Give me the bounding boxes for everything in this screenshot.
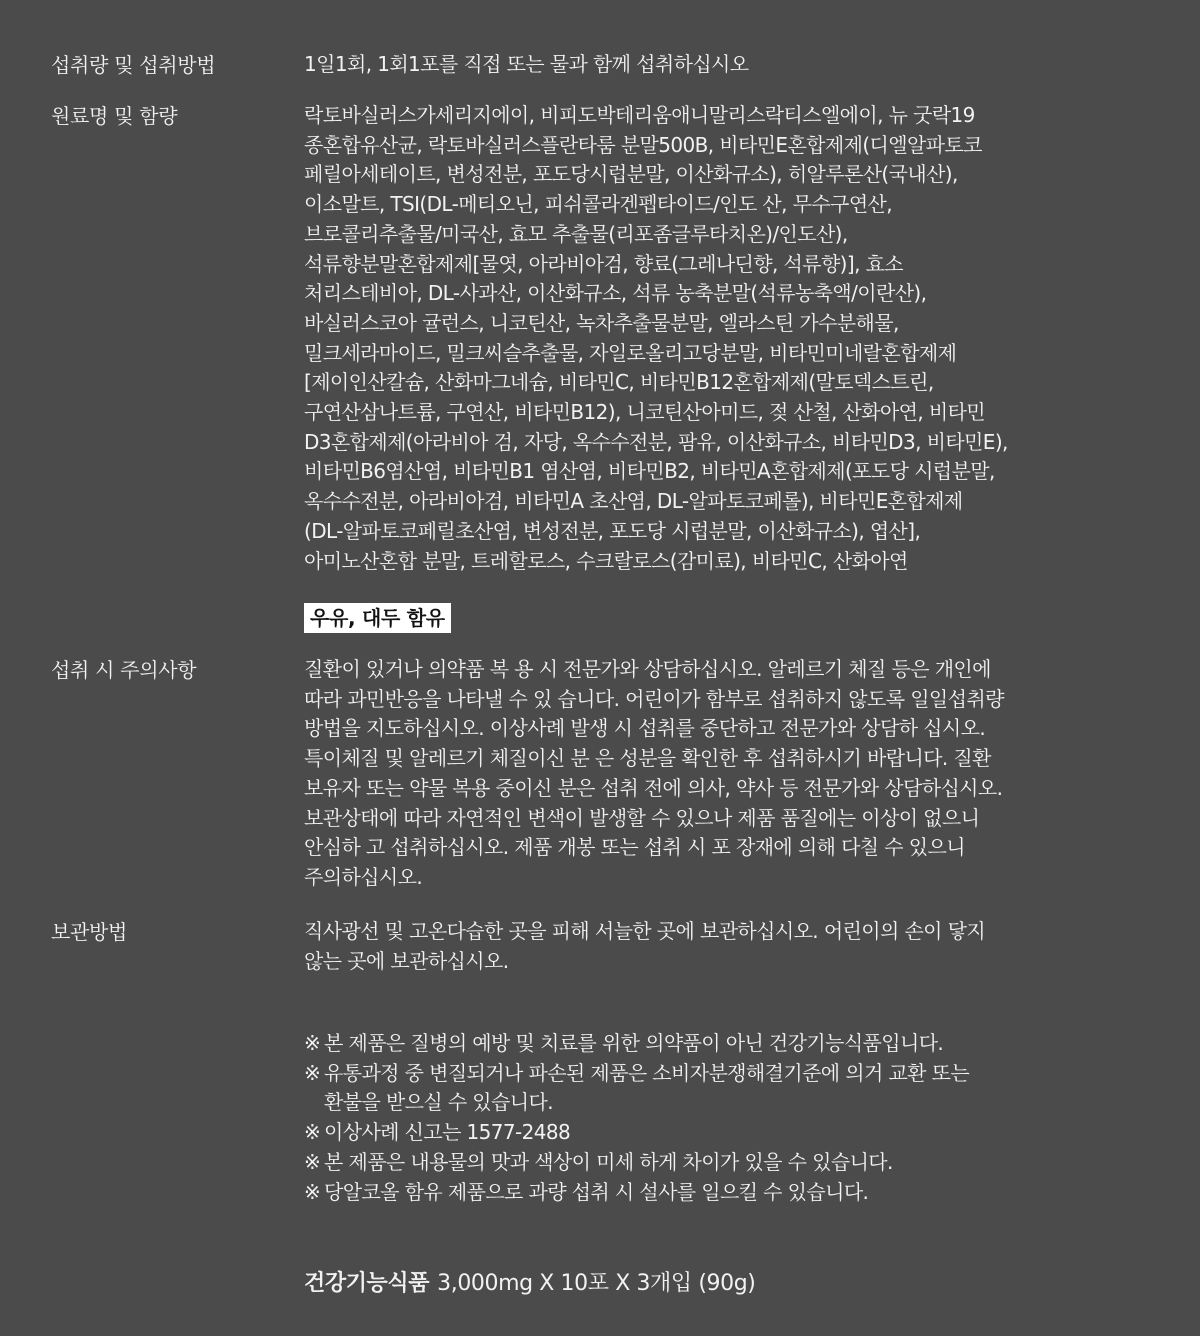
notice-item [304,1118,1164,1148]
notice-item [304,1148,1164,1178]
reference-mark-icon: ※ [304,1060,321,1085]
ingredients-label: 원료명 및 함량 [51,104,178,128]
reference-mark-icon: ※ [304,1031,321,1055]
notice-item [304,1059,1164,1118]
intake-method-label: 섭취량 및 섭취방법 [51,53,216,77]
intake-method-value: 1일1회, 1회1포를 직접 또는 물과 함께 섭취하십시오 [304,52,749,76]
allergen-badge: 우유, 대두 함유 [304,603,451,633]
notice-text: 이상사례 신고는 1577-2488 [324,1120,571,1145]
reference-mark-icon: ※ [304,1149,321,1174]
reference-mark-icon: ※ [304,1120,321,1145]
precautions-value: 질환이 있거나 의약품 복 용 시 전문가와 상담하십시오. 알레르기 체질 등은 개인에 따라 과민반응을 나타낼 수 있 습니다. 어린이가 함부로 섭취하지 않도록 일일섭취량 방법을 지도하십시오. 이상사례 발생 시 섭취를 중단하고 전문가와 상담하 십시오. 특이체질 및 알레르기 체질이신 분 은 성분을 확인한 후 섭취하시기 바랍니다. 질환 보유자 또는 약물 복용 중이신 분은 섭취 전에 의사, 약사 등 전문가와 상담하십시오. 보관상태에 따라 자연적인 변색이 발생할 수 있으나 제품 품질에는 이상이 없으니 안심하 고 섭취하십시오. 제품 개봉 또는 섭취 시 포 장재에 의해 다칠 수 있으니 주의하십시오. [304,657,1004,889]
notice-text: 본 제품은 내용물의 맛과 색상이 미세 하게 차이가 있을 수 있습니다. [324,1149,893,1174]
storage-value: 직사광선 및 고온다습한 곳을 피해 서늘한 곳에 보관하십시오. 어린이의 손이 닿지 않는 곳에 보관하십시오. [304,919,986,973]
product-category: 건강기능식품 [304,1271,430,1296]
ingredients-value: 락토바실러스가세리지에이, 비피도박테리움애니말리스락티스엘에이, 뉴 굿락19 종혼합유산균, 락토바실러스플란타룸 분말500B, 비타민E혼합제제(디엘알파토코 페릴아세테이트, 변성전분, 포도당시럽분말, 이산화규소), 히알루론산(국내산), 이소말트, TSI(DL-메티오닌, 피쉬콜라겐펩타이드/인도 산, 무수구연산, 브로콜리추출물/미국산, 효모 추출물(리포좀글루타치온)/인도산), 석류향분말혼합제제[물엿, 아라비아검, 향료(그레나딘향, 석류향)], 효소 처리스테비아, DL-사과산, 이산화규소, 석류 농축분말(석류농축액/이란산), 바실러스코아 귤런스, 니코틴산, 녹차추출물분말, 엘라스틴 가수분해물, 밀크세라마이드, 밀크씨슬추출물, 자일로올리고당분말, 비타민미네랄혼합제제 [제이인산칼슘, 산화마그네슘, 비타민C, 비타민B12혼합제제(말토덱스트린, 구연산삼나트륨, 구연산, 비타민B12), 니코틴산아미드, 젖 산철, 산화아연, 비타민 D3혼합제제(아라비아 검, 자당, 옥수수전분, 팜유, 이산화규소, 비타민D3, 비타민E), 비타민B6염산염, 비타민B1 염산염, 비타민B2, 비타민A혼합제제(포도당 시럽분말, 옥수수전분, 아라비아검, 비타민A 초산염, DL-알파토코페롤), 비타민E혼합제제 (DL-알파토코페릴초산염, 변성전분, 포도당 시럽분말, 이산화규소), 엽산], 아미노산혼합 분말, 트레할로스, 수크랄로스(감미료), 비타민C, 산화아연 [304,103,1008,573]
notice-text: 본 제품은 질병의 예방 및 치료를 위한 의약품이 아닌 건강기능식품입니다. [324,1031,944,1055]
notice-text: 당알코올 함유 제품으로 과량 섭취 시 설사를 일으킬 수 있습니다. [324,1179,869,1204]
storage-label: 보관방법 [51,920,128,944]
precautions-label: 섭취 시 주의사항 [51,658,197,682]
notice-item [304,1029,1164,1059]
notice-item [304,1178,1164,1208]
product-spec: 3,000mg X 10포 X 3개입 (90g) [437,1271,756,1296]
product-spec-footer [304,1268,755,1300]
notice-list [304,1029,1164,1207]
notice-text: 유통과정 중 변질되거나 파손된 제품은 소비자분쟁해결기준에 의거 교환 또는 환불을 받으실 수 있습니다. [324,1060,970,1115]
reference-mark-icon: ※ [304,1179,321,1204]
